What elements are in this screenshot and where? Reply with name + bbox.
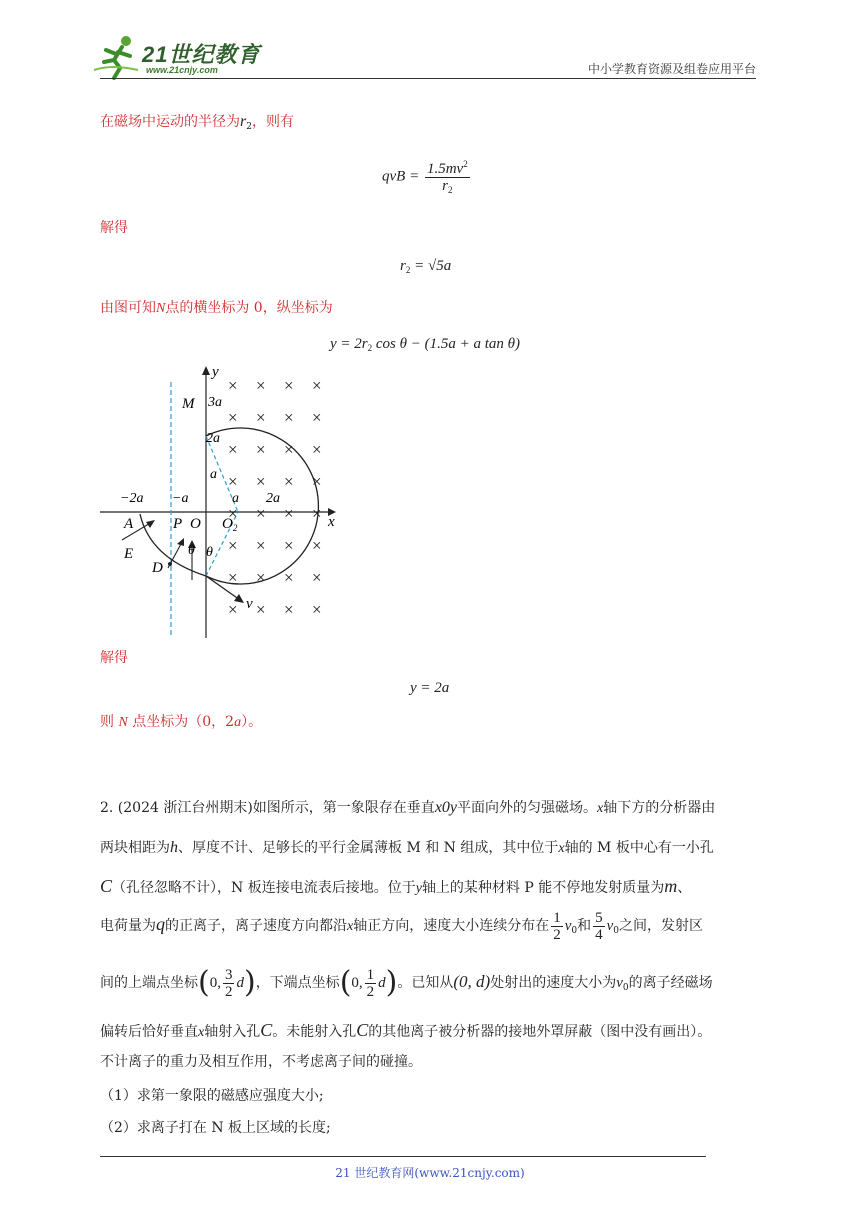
equation-result: y = 2a	[410, 680, 450, 696]
field-cross-mark: ×	[256, 600, 266, 619]
field-cross-mark: ×	[256, 472, 266, 491]
problem-line-7: 不计离子的重力及相互作用，不考虑离子间的碰撞。	[100, 1054, 422, 1070]
field-cross-mark: ×	[228, 504, 238, 523]
problem-line-3: C（孔径忽略不计），N 板连接电流表后接地。位于y轴上的某种材料 P 能不停地发射质量为m、	[100, 876, 692, 896]
field-cross-mark: ×	[312, 504, 322, 523]
field-cross-mark: ×	[256, 408, 266, 427]
field-cross-mark: ×	[284, 504, 294, 523]
label-theta-2: θ	[206, 545, 213, 560]
footer-rule	[100, 1156, 706, 1157]
problem-line-6: 偏转后恰好垂直x轴射入孔C。未能射入孔C的其他离子被分析器的接地外罩屏蔽（图中没有画出）。	[100, 1020, 712, 1040]
label-a-point: A	[124, 516, 134, 532]
label-d: D	[152, 560, 163, 576]
label-p: P	[173, 516, 183, 532]
tick-x-2a: 2a	[266, 491, 280, 506]
field-cross-mark: ×	[256, 568, 266, 587]
label-e: E	[124, 546, 134, 562]
tick-2a: 2a	[206, 431, 220, 446]
field-cross-mark: ×	[256, 536, 266, 555]
solution-line-coordinate: 由图可知N点的横坐标为 0，纵坐标为	[100, 300, 333, 316]
magnetic-field-figure	[100, 362, 350, 642]
field-cross-mark: ×	[256, 504, 266, 523]
tick-x-minus-a: −a	[172, 491, 189, 506]
question-2: （2）求离子打在 N 板上区域的长度;	[100, 1120, 331, 1136]
field-cross-mark: ×	[228, 568, 238, 587]
y-axis-label: y	[212, 364, 219, 380]
label-theta-1: θ	[188, 543, 195, 558]
field-cross-mark: ×	[312, 568, 322, 587]
field-cross-mark: ×	[228, 408, 238, 427]
field-cross-mark: ×	[284, 536, 294, 555]
question-1: （1）求第一象限的磁感应强度大小;	[100, 1088, 324, 1104]
field-e-arrowhead-1-icon	[146, 520, 155, 528]
footer-text: 21 世纪教育网(www.21cnjy.com)	[335, 1166, 525, 1180]
field-cross-mark: ×	[228, 376, 238, 395]
field-cross-mark: ×	[312, 536, 322, 555]
logo-main-text: 21世纪教育	[142, 42, 261, 67]
field-cross-mark: ×	[284, 408, 294, 427]
problem-line-2: 两块相距为h、厚度不计、足够长的平行金属薄板 M 和 N 组成，其中位于x轴的 M 板中心有一小孔	[100, 839, 714, 856]
header-rule	[100, 78, 756, 79]
tick-a: a	[210, 467, 217, 482]
equation-radius: $r_2 = √5a$	[400, 258, 452, 275]
equation-force: qvB = $\frac{1.5mv^2}{r_2}$	[382, 156, 472, 198]
label-v: v	[246, 596, 253, 612]
tick-3a: 3a	[208, 395, 222, 410]
field-cross-mark: ×	[284, 568, 294, 587]
field-cross-mark: ×	[228, 440, 238, 459]
equation-y: $y = 2r_2$ cos θ − (1.5a + a tan θ)	[330, 336, 521, 353]
header-platform-name: 中小学教育资源及组卷应用平台	[587, 62, 756, 76]
label-o2: $O_2$	[222, 516, 238, 533]
solution-final-coordinate: 则 N 点坐标为（0，2a）。	[100, 714, 263, 730]
problem-line-1: 2. (2024 浙江台州期末)如图所示，第一象限存在垂直x0y平面向外的匀强磁场。x轴下方的分析器由	[100, 799, 716, 816]
solution-line-radius: 在磁场中运动的半径为$r_2$，则有	[100, 113, 294, 132]
point-d-marker	[168, 562, 172, 566]
field-cross-mark: ×	[312, 600, 322, 619]
field-cross-mark: ×	[312, 472, 322, 491]
header-logo	[92, 34, 262, 80]
field-cross-mark: ×	[228, 600, 238, 619]
field-cross-mark: ×	[284, 376, 294, 395]
problem-line-4: 电荷量为q的正离子，离子速度方向都沿x轴正方向，速度大小连续分布在 $\frac{1}{2}$ $v_0$和 $\frac{5}{4}$ $v_0$之间，发射区	[100, 909, 704, 943]
tick-x-a: a	[232, 491, 239, 506]
field-cross-mark: ×	[256, 440, 266, 459]
field-cross-mark: ×	[312, 408, 322, 427]
label-o: O	[190, 516, 201, 532]
y-axis-arrow-icon	[202, 366, 210, 375]
field-cross-mark: ×	[228, 472, 238, 491]
tick-x-minus-2a: −2a	[120, 491, 144, 506]
x-axis-label: x	[328, 514, 335, 530]
field-cross-mark: ×	[284, 440, 294, 459]
solution-jie-2: 解得	[100, 650, 128, 666]
solution-jie-1: 解得	[100, 220, 128, 236]
field-cross-mark: ×	[284, 600, 294, 619]
field-cross-mark: ×	[312, 440, 322, 459]
field-cross-mark: ×	[284, 472, 294, 491]
field-cross-mark: ×	[312, 376, 322, 395]
logo-url-text: www.21cnjy.com	[146, 65, 218, 75]
field-cross-mark: ×	[228, 536, 238, 555]
label-m: M	[182, 396, 195, 412]
runner-logo-icon	[92, 34, 142, 80]
field-e-arrowhead-2-icon	[177, 538, 184, 546]
problem-line-5: 间的上端点坐标(0, $\frac{3}{2}$ d)，下端点坐标(0, $\frac{1}{2}$ d)。已知从(0, d)处射出的速度大小为$v_0$的离子经磁场	[100, 965, 713, 1000]
field-cross-mark: ×	[256, 376, 266, 395]
